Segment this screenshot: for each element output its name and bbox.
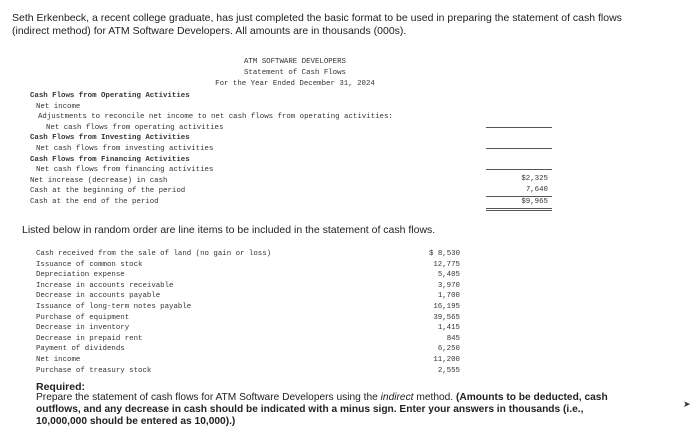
statement-line: Cash Flows from Investing Activities: [30, 134, 190, 143]
line-item-row: [36, 281, 466, 292]
double-rule-bottom: [486, 210, 552, 211]
line-item-row: [36, 313, 466, 324]
line-item-amount: 12,775: [433, 260, 460, 269]
statement-line: Cash at the end of the period: [30, 198, 159, 206]
statement-line: Net cash flows from financing activities: [36, 166, 214, 175]
required-italic: indirect: [380, 392, 414, 403]
line-item-label: Purchase of equipment: [36, 313, 130, 322]
cursor-arrow-icon: ➤: [683, 399, 691, 409]
ending-cash-value: $9,965: [521, 198, 548, 206]
line-item-label: Cash received from the sale of land (no gain or loss): [36, 250, 272, 258]
statement-company: ATM SOFTWARE DEVELOPERS: [243, 58, 346, 66]
statement-line: Net cash flows from investing activities: [36, 145, 214, 153]
line-item-row: [36, 344, 466, 355]
rule-investing: [486, 148, 552, 149]
line-item-label: Decrease in prepaid rent: [36, 334, 143, 343]
net-increase-value: $2,325: [521, 175, 548, 183]
line-item-amount: 1,415: [437, 324, 460, 333]
line-item-amount: 845: [446, 334, 460, 343]
statement-line: Cash Flows from Operating Activities: [30, 92, 190, 100]
line-item-label: Issuance of long-term notes payable: [36, 303, 192, 311]
line-item-label: Net income: [36, 356, 81, 364]
statement-line: Net cash flows from operating activities: [46, 123, 224, 132]
listed-items-intro: Listed below in random order are line items to be included in the statement of cash flows.: [22, 224, 436, 236]
statement-line: Cash Flows from Financing Activities: [30, 155, 190, 164]
statement-line: Net income: [36, 102, 81, 111]
line-item-amount: 16,195: [433, 303, 460, 311]
line-item-label: Purchase of treasury stock: [36, 366, 152, 375]
required-text: [36, 392, 636, 428]
line-item-amount: 5,405: [437, 271, 460, 280]
line-item-amount: 11,200: [433, 356, 460, 364]
line-item-label: Decrease in inventory: [36, 324, 130, 333]
line-item-label: Increase in accounts receivable: [36, 281, 174, 290]
required-bold: (Amounts to be deducted, cash outflows, and any decrease in cash should be indicated with a minus sign. Enter your answers in thousands (i.e., 10,000,000 should be entered as 10,000).): [36, 392, 608, 427]
line-item-row: [36, 302, 466, 313]
line-item-row: [36, 249, 466, 260]
statement-title: Statement of Cash Flows: [243, 69, 346, 77]
line-item-amount: 39,565: [433, 313, 460, 322]
line-item-amount: 2,555: [437, 366, 460, 375]
line-item-row: [36, 260, 466, 271]
line-item-amount: $ 8,530: [428, 250, 460, 258]
statement-line: Net increase (decrease) in cash: [30, 176, 168, 185]
line-item-amount: 3,970: [437, 281, 460, 290]
line-items-list: [36, 249, 466, 379]
line-item-row: [36, 366, 466, 377]
statement-line: Adjustments to reconcile net income to net cash flows from operating activities:: [38, 113, 393, 122]
line-item-row: [36, 355, 466, 366]
statement-lines: [30, 91, 500, 211]
required-plain: Prepare the statement of cash flows for ATM Software Developers using the: [36, 392, 381, 403]
rule-operating: [486, 127, 552, 128]
line-item-label: Payment of dividends: [36, 345, 125, 354]
double-rule-top: [486, 208, 552, 209]
line-item-amount: 6,250: [437, 345, 460, 354]
statement-line: Cash at the beginning of the period: [30, 187, 186, 196]
statement-period: For the Year Ended December 31, 2024: [215, 80, 375, 88]
required-heading: Required:: [36, 381, 86, 393]
line-item-amount: 1,700: [437, 292, 460, 301]
line-item-row: [36, 270, 466, 281]
line-item-row: [36, 291, 466, 302]
line-item-label: Depreciation expense: [36, 271, 125, 280]
rule-financing: [486, 169, 552, 170]
statement-of-cash-flows: [30, 57, 560, 212]
required-plain-2: method.: [413, 392, 456, 403]
beginning-cash-value: 7,640: [525, 186, 548, 194]
line-item-label: Issuance of common stock: [36, 260, 143, 269]
intro-paragraph: Seth Erkenbeck, a recent college graduate, has just completed the basic format to be used in preparing the statement of cash flows (indirect method) for ATM Software Developers. All amounts are in thousands (000s).: [12, 12, 622, 37]
line-item-label: Decrease in accounts payable: [36, 292, 161, 301]
line-item-row: [36, 323, 466, 334]
line-item-row: [36, 334, 466, 345]
